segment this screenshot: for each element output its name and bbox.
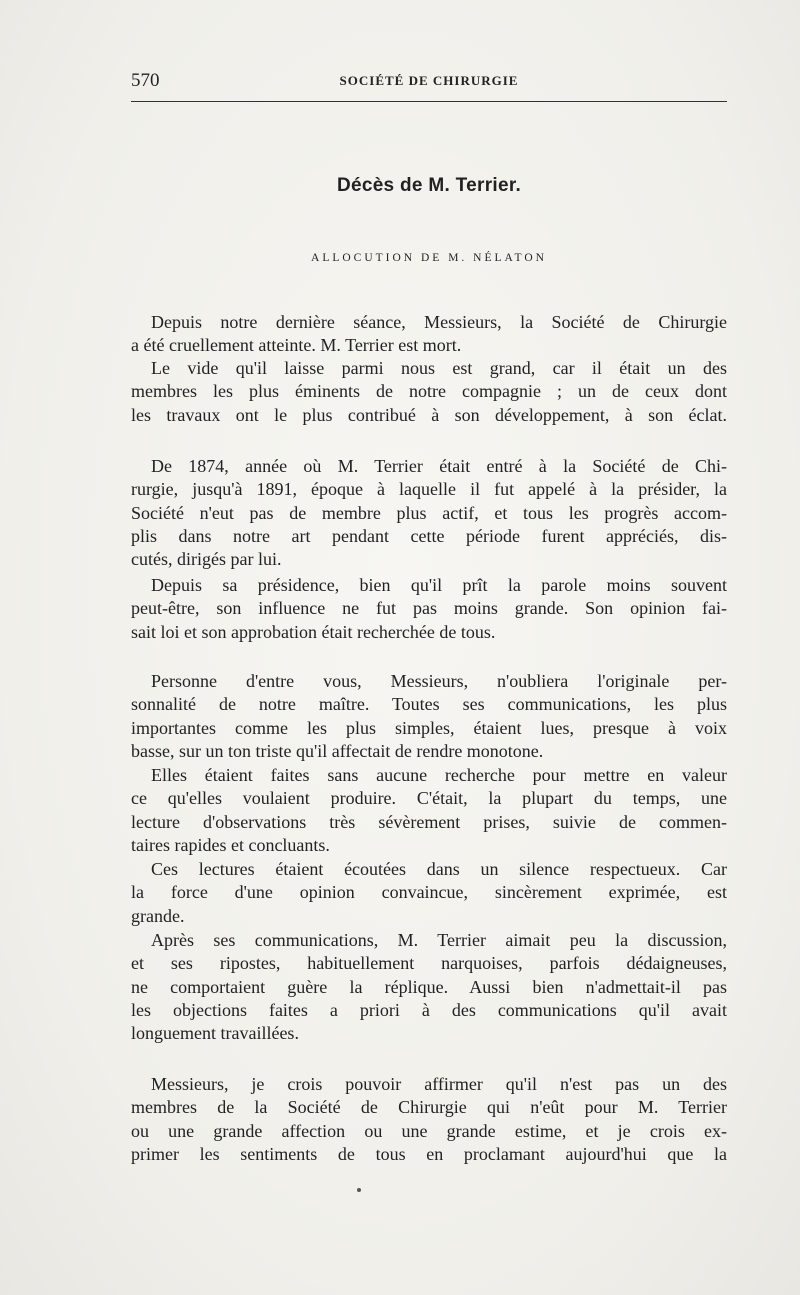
- paragraph: [131, 1073, 727, 1166]
- text-line: Société n'eut pas de membre plus actif, et tous les progrès accom-: [131, 502, 727, 523]
- text-line: basse, sur un ton triste qu'il affectait de rendre monotone.: [131, 740, 544, 761]
- text-line: les objections faites a priori à des communications qu'il avait: [131, 999, 727, 1020]
- text-line: Elles étaient faites sans aucune recherche pour mettre en valeur: [151, 765, 727, 785]
- text-line: De 1874, année où M. Terrier était entré à la Société de Chi-: [151, 456, 727, 476]
- paragraph: [131, 929, 727, 1045]
- text-line: membres les plus éminents de notre compagnie ; un de ceux dont: [131, 381, 727, 402]
- text-line: primer les sentiments de tous en proclamant aujourd'hui que la: [131, 1143, 727, 1164]
- page-number: 570: [131, 70, 160, 91]
- text-line: ce qu'elles voulaient produire. C'était, la plupart du temps, une: [131, 788, 727, 809]
- paragraph: [131, 574, 727, 644]
- text-line: plis dans notre art pendant cette période furent appréciés, dis-: [131, 525, 727, 546]
- text-line: Après ses communications, M. Terrier aimait peu la discussion,: [151, 930, 727, 950]
- printer-dot-mark: [357, 1188, 361, 1192]
- text-line: ne comportaient guère la réplique. Aussi bien n'admettait-il pas: [131, 976, 727, 997]
- text-line: la force d'une opinion convaincue, sincèrement exprimée, est: [131, 882, 727, 903]
- text-line: Personne d'entre vous, Messieurs, n'oubliera l'originale per-: [151, 671, 727, 691]
- text-line: longuement travaillées.: [131, 1023, 299, 1044]
- text-line: Depuis sa présidence, bien qu'il prît la parole moins souvent: [151, 575, 727, 595]
- text-line: sonnalité de notre maître. Toutes ses communications, les plus: [131, 694, 727, 715]
- paragraph: [131, 455, 727, 571]
- text-line: taires rapides et concluants.: [131, 834, 330, 855]
- text-line: Le vide qu'il laisse parmi nous est grand, car il était un des: [151, 358, 727, 378]
- header-rule: [131, 101, 727, 102]
- paragraph: [131, 858, 727, 928]
- text-line: et ses ripostes, habituellement narquoises, parfois dédaigneuses,: [131, 953, 727, 974]
- text-line: a été cruellement atteinte. M. Terrier est mort.: [131, 335, 462, 356]
- article-title: Décès de M. Terrier.: [336, 175, 522, 196]
- text-line: Ces lectures étaient écoutées dans un silence respectueux. Car: [151, 859, 727, 879]
- paragraph: [131, 670, 727, 763]
- text-line: rurgie, jusqu'à 1891, époque à laquelle il fut appelé à la présider, la: [131, 479, 727, 500]
- text-line: grande.: [131, 905, 185, 926]
- text-line: sait loi et son approbation était recherchée de tous.: [131, 621, 496, 642]
- text-line: ou une grande affection ou une grande estime, et je crois ex-: [131, 1120, 727, 1141]
- text-line: peut-être, son influence ne fut pas moins grande. Son opinion fai-: [131, 598, 727, 619]
- paragraph: [131, 357, 727, 427]
- text-line: les travaux ont le plus contribué à son développement, à son éclat.: [131, 404, 727, 425]
- paragraph: [131, 764, 727, 857]
- text-line: membres de la Société de Chirurgie qui n'eût pour M. Terrier: [131, 1097, 727, 1118]
- text-line: Messieurs, je crois pouvoir affirmer qu'il n'est pas un des: [151, 1074, 727, 1094]
- text-line: cutés, dirigés par lui.: [131, 549, 282, 570]
- text-line: importantes comme les plus simples, étaient lues, presque à voix: [131, 717, 727, 738]
- running-header: [131, 70, 727, 96]
- paragraph: [131, 311, 727, 358]
- article-subtitle: ALLOCUTION DE M. NÉLATON: [311, 252, 547, 264]
- text-line: Depuis notre dernière séance, Messieurs, la Société de Chirurgie: [151, 312, 727, 332]
- text-line: lecture d'observations très sévèrement prises, suivie de commen-: [131, 811, 727, 832]
- running-title: SOCIÉTÉ DE CHIRURGIE: [339, 73, 519, 88]
